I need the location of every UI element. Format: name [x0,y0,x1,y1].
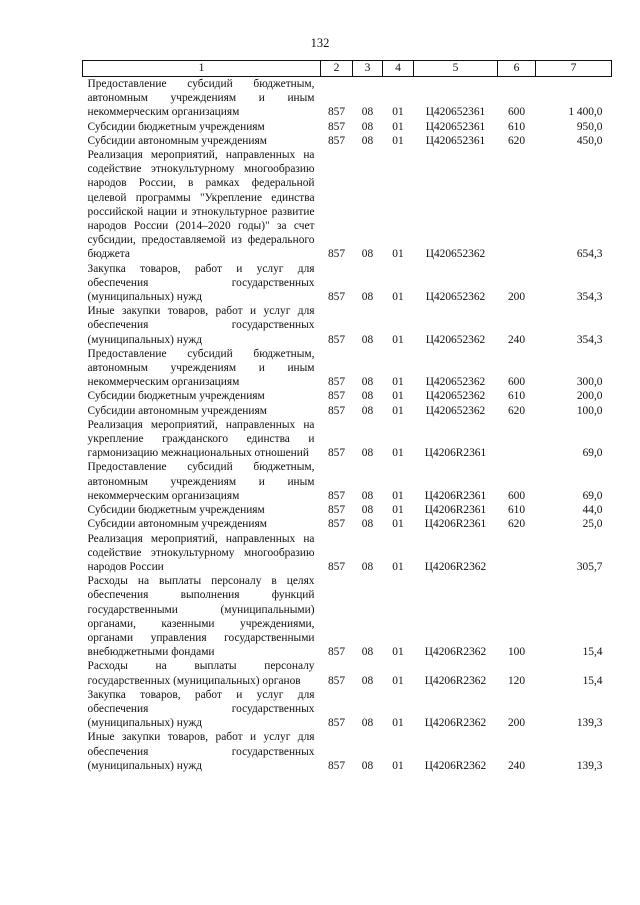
row-target-article: Ц420652362 [425,333,486,346]
row-name: Иные закупки товаров, работ и услуг для обеспечения государственных (муниципальных) нужд [87,305,315,346]
row-subsection: 01 [392,106,404,119]
row-section: 08 [361,560,374,573]
row-expense-type [498,418,536,461]
table-row [83,304,612,347]
row-expense-type [498,148,536,262]
row-section: 08 [361,404,374,417]
row-expense-type: 240 [507,333,526,346]
row-subsection: 01 [392,404,404,417]
row-name: Реализация мероприятий, направленных на содействие этнокультурному многообразию народов России, в рамках федеральной целевой программы "Укрепление единства российской нации и этнокультурное развитие народов России (2014–2020 годы)" за счет субсидии, предоставляемой из федерального бюджета [87,149,315,261]
row-amount: 654,3 [576,248,603,261]
row-ved: 857 [327,134,346,147]
row-subsection: 01 [392,120,404,133]
row-target-article: Ц4206R2361 [424,447,487,460]
row-target-article: Ц4206R2361 [424,518,487,531]
header-col-5: 5 [414,61,498,77]
header-col-3: 3 [353,61,383,77]
row-subsection: 01 [392,646,404,659]
header-col-6: 6 [498,61,536,77]
row-amount: 354,3 [576,333,603,346]
row-subsection: 01 [392,333,404,346]
row-amount: 69,0 [582,447,603,460]
row-amount: 1 400,0 [568,106,603,119]
table-row [83,517,612,531]
row-amount: 950,0 [576,120,603,133]
row-amount: 15,4 [582,674,603,687]
row-amount: 354,3 [576,291,603,304]
header-col-7: 7 [536,61,612,77]
row-target-article: Ц4206R2362 [424,646,487,659]
row-name: Субсидии автономным учреждениям [87,134,267,147]
table-row [83,262,612,305]
row-name: Расходы на выплаты персоналу государственных (муниципальных) органов [87,660,315,687]
row-section: 08 [361,674,374,687]
row-expense-type: 610 [507,390,526,403]
row-section: 08 [361,291,374,304]
row-ved: 857 [327,518,346,531]
row-amount: 44,0 [582,504,603,517]
row-target-article: Ц4206R2362 [424,759,487,772]
row-name: Иные закупки товаров, работ и услуг для обеспечения государственных (муниципальных) нужд [87,731,315,772]
row-expense-type: 600 [507,376,526,389]
header-row [83,61,612,77]
row-subsection: 01 [392,560,404,573]
page-number: 132 [310,36,330,50]
row-name: Субсидии автономным учреждениям [87,404,267,417]
row-subsection: 01 [392,759,404,772]
table-row [83,418,612,461]
table-row [83,688,612,731]
row-name: Закупка товаров, работ и услуг для обеспечения государственных (муниципальных) нужд [87,688,315,730]
row-expense-type: 100 [507,646,526,659]
row-name: Предоставление субсидий бюджетным, автономным учреждениям и иным некоммерческим организациям [87,347,315,389]
row-target-article: Ц4206R2362 [424,674,487,687]
row-name: Закупка товаров, работ и услуг для обеспечения государственных (муниципальных) нужд [87,262,315,304]
row-expense-type: 610 [507,504,526,517]
row-section: 08 [361,518,374,531]
row-amount: 139,3 [576,717,603,730]
row-expense-type: 200 [507,291,526,304]
row-ved: 857 [327,489,346,502]
row-ved: 857 [327,404,346,417]
table-row [83,574,612,659]
row-subsection: 01 [392,248,404,261]
row-ved: 857 [327,390,346,403]
row-name: Предоставление субсидий бюджетным, автономным учреждениям и иным некоммерческим организациям [87,78,315,119]
row-section: 08 [361,376,374,389]
row-amount: 200,0 [576,390,603,403]
row-expense-type: 240 [507,759,526,772]
row-target-article: Ц4206R2361 [424,504,487,517]
row-target-article: Ц4206R2361 [424,489,487,502]
table-row [83,532,612,575]
row-name: Субсидии бюджетным учреждениям [87,120,265,133]
row-subsection: 01 [392,489,404,502]
row-section: 08 [361,504,374,517]
budget-table [82,60,612,773]
row-section: 08 [361,134,374,147]
row-subsection: 01 [392,390,404,403]
row-ved: 857 [327,504,346,517]
row-ved: 857 [327,560,346,573]
row-section: 08 [361,646,374,659]
row-ved: 857 [327,106,346,119]
row-amount: 15,4 [582,646,603,659]
row-amount: 69,0 [582,489,603,502]
row-target-article: Ц420652362 [425,376,486,389]
row-expense-type: 620 [507,404,526,417]
row-ved: 857 [327,447,346,460]
row-amount: 139,3 [576,759,603,772]
table-row [83,347,612,390]
row-expense-type: 620 [507,518,526,531]
table-body [83,77,612,773]
row-name: Расходы на выплаты персоналу в целях обеспечения выполнения функций государственными (муниципальными) органами, казенными учреждениями, органами управления государственными внебюджетными фондами [87,575,315,659]
table-row [83,148,612,262]
header-col-4: 4 [383,61,414,77]
row-name: Субсидии бюджетным учреждениям [87,390,265,403]
row-subsection: 01 [392,447,404,460]
row-expense-type: 620 [507,134,526,147]
row-name: Реализация мероприятий, направленных на укрепление гражданского единства и гармонизацию межнациональных отношений [87,418,315,460]
row-section: 08 [361,759,374,772]
row-ved: 857 [327,717,346,730]
row-amount: 300,0 [576,376,603,389]
row-ved: 857 [327,376,346,389]
table-row [83,120,612,134]
table-row [83,460,612,503]
row-expense-type: 600 [507,489,526,502]
table-row [83,389,612,403]
row-expense-type: 600 [507,106,526,119]
row-subsection: 01 [392,504,404,517]
row-ved: 857 [327,646,346,659]
header-col-2: 2 [321,61,353,77]
row-target-article: Ц4206R2362 [424,560,487,573]
row-subsection: 01 [392,291,404,304]
row-ved: 857 [327,759,346,772]
row-target-article: Ц420652362 [425,404,486,417]
row-expense-type [498,532,536,575]
row-target-article: Ц420652362 [425,291,486,304]
row-expense-type: 200 [507,717,526,730]
row-section: 08 [361,333,374,346]
row-ved: 857 [327,333,346,346]
row-target-article: Ц420652361 [425,120,486,133]
row-amount: 305,7 [576,560,603,573]
row-amount: 450,0 [576,134,603,147]
row-expense-type: 610 [507,120,526,133]
row-subsection: 01 [392,376,404,389]
row-target-article: Ц420652362 [425,390,486,403]
table-row [83,77,612,120]
row-target-article: Ц420652361 [425,134,486,147]
row-subsection: 01 [392,717,404,730]
row-name: Субсидии бюджетным учреждениям [87,504,265,517]
row-ved: 857 [327,248,346,261]
row-section: 08 [361,248,374,261]
row-amount: 25,0 [582,518,603,531]
table-row [83,404,612,418]
table-row [83,659,612,687]
row-expense-type: 120 [507,674,526,687]
header-col-1: 1 [83,61,321,77]
row-section: 08 [361,390,374,403]
row-subsection: 01 [392,674,404,687]
row-target-article: Ц420652361 [425,106,486,119]
row-section: 08 [361,447,374,460]
row-name: Предоставление субсидий бюджетным, автономным учреждениям и иным некоммерческим организациям [87,461,315,502]
row-ved: 857 [327,674,346,687]
row-name: Субсидии автономным учреждениям [87,518,267,531]
row-section: 08 [361,489,374,502]
table-row [83,503,612,517]
row-section: 08 [361,120,374,133]
row-name: Реализация мероприятий, направленных на содействие этнокультурному многообразию народов России [87,532,315,573]
table-row [83,730,612,773]
row-amount: 100,0 [576,404,603,417]
row-ved: 857 [327,120,346,133]
row-section: 08 [361,717,374,730]
row-subsection: 01 [392,134,404,147]
row-section: 08 [361,106,374,119]
row-target-article: Ц420652362 [425,248,486,261]
row-ved: 857 [327,291,346,304]
row-target-article: Ц4206R2362 [424,717,487,730]
row-subsection: 01 [392,518,404,531]
table-row [83,134,612,148]
